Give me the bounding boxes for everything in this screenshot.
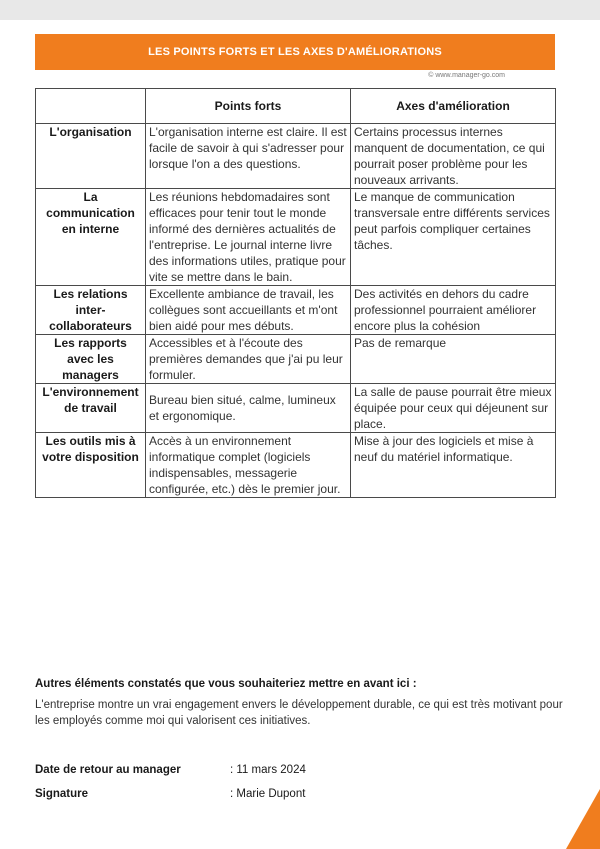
signature-value: : Marie Dupont — [230, 788, 306, 800]
table-row — [36, 124, 556, 189]
table-row — [36, 189, 556, 286]
improvements-cell: Mise à jour des logiciels et mise à neuf du matériel informatique. — [351, 433, 556, 498]
table-header-empty — [36, 89, 146, 124]
criterion-cell: Les rapports avec les managers — [36, 335, 146, 384]
improvements-cell: Des activités en dehors du cadre professionnel pourraient améliorer encore plus la cohésion — [351, 286, 556, 335]
corner-decoration — [566, 789, 600, 849]
return-date-value: : 11 mars 2024 — [230, 764, 306, 776]
signature-label: Signature — [35, 788, 89, 800]
table-row — [36, 384, 556, 433]
criterion-cell: L'environnement de travail — [36, 384, 146, 433]
table-row — [36, 335, 556, 384]
page-title: LES POINTS FORTS ET LES AXES D'AMÉLIORATIONS — [148, 46, 442, 58]
improvements-cell: Le manque de communication transversale entre différents services peut parfois compliquer certaines tâches. — [351, 189, 556, 286]
evaluation-table — [35, 88, 556, 498]
strengths-cell: Accessibles et à l'écoute des premières demandes que j'ai pu leur formuler. — [146, 335, 351, 384]
table-row — [36, 286, 556, 335]
strengths-cell: Excellente ambiance de travail, les collègues sont accueillants et m'ont bien aidé pour mes débuts. — [146, 286, 351, 335]
copyright-credit: © www.manager-go.com — [428, 72, 505, 79]
top-margin-bar — [0, 0, 600, 20]
page-title-banner — [35, 34, 555, 70]
signature-row — [35, 788, 435, 800]
return-date-label: Date de retour au manager — [35, 764, 181, 776]
other-remarks-title: Autres éléments constatés que vous souhaiteriez mettre en avant ici : — [35, 678, 417, 690]
improvements-cell: La salle de pause pourrait être mieux équipée pour ceux qui déjeunent sur place. — [351, 384, 556, 433]
table-row — [36, 433, 556, 498]
improvements-cell: Pas de remarque — [351, 335, 556, 384]
table-header-improvements: Axes d'amélioration — [351, 89, 556, 124]
improvements-cell: Certains processus internes manquent de documentation, ce qui pourrait poser problème pour les nouveaux arrivants. — [351, 124, 556, 189]
strengths-cell: Bureau bien situé, calme, lumineux et ergonomique. — [146, 384, 351, 433]
criterion-cell: La communication en interne — [36, 189, 146, 286]
criterion-cell: Les outils mis à votre disposition — [36, 433, 146, 498]
table-header-row — [36, 89, 556, 124]
other-remarks-text: L'entreprise montre un vrai engagement envers le développement durable, ce qui est très motivant pour les employés comme moi qui valorisent ces initiatives. — [35, 699, 563, 727]
criterion-cell: Les relations inter-collaborateurs — [36, 286, 146, 335]
table-header-strengths: Points forts — [146, 89, 351, 124]
criterion-cell: L'organisation — [36, 124, 146, 189]
strengths-cell: Accès à un environnement informatique complet (logiciels indispensables, messagerie configurée, etc.) dès le premier jour. — [146, 433, 351, 498]
strengths-cell: Les réunions hebdomadaires sont efficaces pour tenir tout le monde informé des dernières actualités de l'entreprise. Le journal interne livre des informations utiles, pratique pour vite se mettre dans le bain. — [146, 189, 351, 286]
return-date-row — [35, 764, 435, 776]
strengths-cell: L'organisation interne est claire. Il est facile de savoir à qui s'adresser pour lorsque l'on a des questions. — [146, 124, 351, 189]
